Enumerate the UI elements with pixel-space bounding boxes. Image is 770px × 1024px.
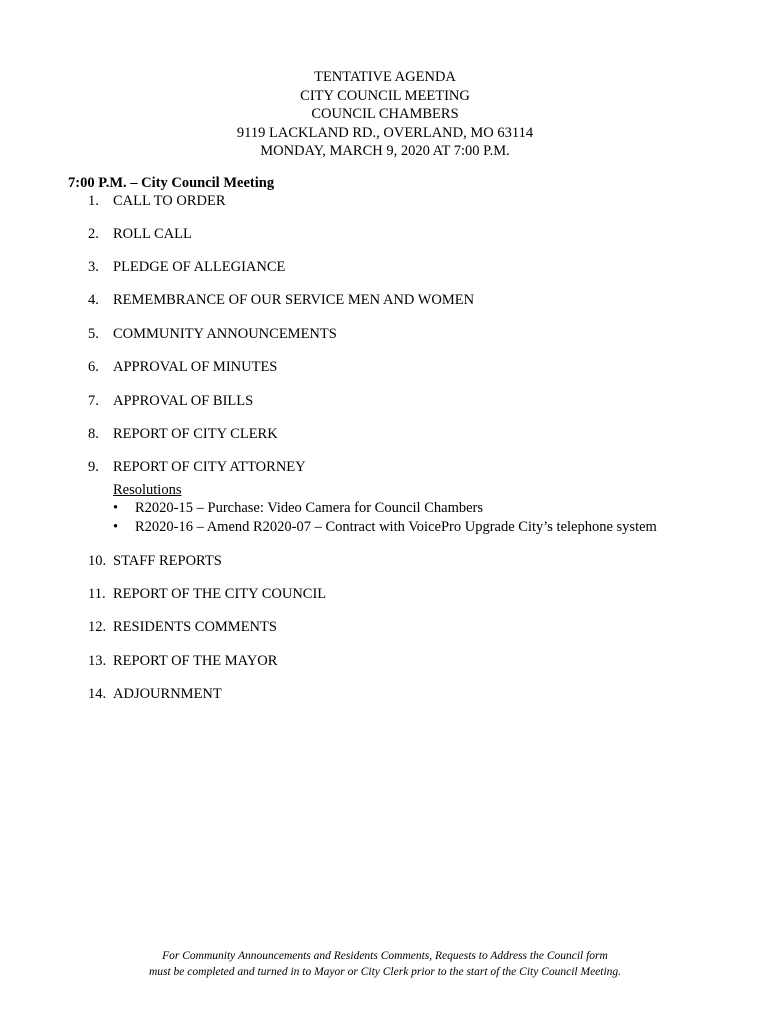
agenda-item	[88, 586, 326, 603]
agenda-item-number: 2.	[88, 226, 99, 242]
agenda-item-number: 12.	[88, 619, 107, 635]
agenda-item	[88, 259, 285, 276]
agenda-item-label: ROLL CALL	[113, 226, 192, 242]
agenda-item-label: REPORT OF THE CITY COUNCIL	[113, 586, 327, 602]
agenda-item-label: APPROVAL OF BILLS	[113, 393, 254, 409]
resolution-text: R2020-15 – Purchase: Video Camera for Council Chambers	[135, 500, 483, 516]
resolution-text: R2020-16 – Amend R2020-07 – Contract with VoicePro Upgrade City’s telephone system	[135, 519, 657, 535]
agenda-item	[88, 393, 253, 410]
agenda-item-label: STAFF REPORTS	[113, 553, 222, 569]
agenda-item-number: 1.	[88, 193, 99, 209]
agenda-item-label: ADJOURNMENT	[113, 686, 222, 702]
agenda-item	[88, 686, 222, 703]
agenda-item-number: 11.	[88, 586, 106, 602]
header-date-time: MONDAY, MARCH 9, 2020 AT 7:00 P.M.	[260, 143, 510, 159]
resolution-item	[113, 500, 483, 517]
document-header	[0, 68, 770, 161]
agenda-item	[88, 326, 337, 343]
agenda-item-number: 10.	[88, 553, 107, 569]
section-title: 7:00 P.M. – City Council Meeting	[68, 175, 275, 191]
agenda-item-label: APPROVAL OF MINUTES	[113, 359, 278, 375]
agenda-item	[88, 619, 277, 636]
agenda-item-number: 14.	[88, 686, 107, 702]
agenda-item-number: 9.	[88, 459, 99, 475]
header-location-name: COUNCIL CHAMBERS	[311, 106, 459, 122]
agenda-item	[88, 426, 278, 443]
header-meeting-type: CITY COUNCIL MEETING	[300, 87, 470, 104]
resolutions-heading: Resolutions	[113, 482, 182, 498]
agenda-item-label: REMEMBRANCE OF OUR SERVICE MEN AND WOMEN	[113, 292, 475, 308]
agenda-item-number: 8.	[88, 426, 99, 442]
agenda-item	[88, 553, 222, 570]
agenda-item-label: CALL TO ORDER	[113, 193, 226, 209]
resolution-item	[113, 519, 657, 536]
agenda-item-number: 6.	[88, 359, 99, 375]
agenda-item-label: REPORT OF CITY ATTORNEY	[113, 459, 306, 475]
agenda-item	[88, 292, 474, 309]
bullet-icon: •	[113, 500, 119, 516]
agenda-item-label: REPORT OF CITY CLERK	[113, 426, 278, 442]
bullet-icon: •	[113, 519, 119, 535]
footer-note	[0, 948, 770, 980]
agenda-item-number: 13.	[88, 653, 107, 669]
footer-line: must be completed and turned in to Mayor or City Clerk prior to the start of the City Council Meeting.	[148, 966, 622, 978]
agenda-item-number: 3.	[88, 259, 99, 275]
agenda-item	[88, 226, 192, 243]
agenda-item-label: COMMUNITY ANNOUNCEMENTS	[113, 326, 337, 342]
agenda-item-label: REPORT OF THE MAYOR	[113, 653, 278, 669]
agenda-item-label: PLEDGE OF ALLEGIANCE	[113, 259, 286, 275]
agenda-item	[88, 193, 226, 210]
agenda-item-number: 7.	[88, 393, 99, 409]
header-title: TENTATIVE AGENDA	[314, 69, 456, 85]
header-address: 9119 LACKLAND RD., OVERLAND, MO 63114	[236, 124, 534, 141]
footer-line: For Community Announcements and Residents Comments, Requests to Address the Council form	[162, 950, 608, 962]
agenda-item	[88, 459, 306, 476]
agenda-item-number: 5.	[88, 326, 99, 342]
agenda-item	[88, 653, 277, 670]
agenda-item	[88, 359, 277, 376]
agenda-item-number: 4.	[88, 292, 99, 308]
agenda-item-label: RESIDENTS COMMENTS	[113, 619, 277, 635]
